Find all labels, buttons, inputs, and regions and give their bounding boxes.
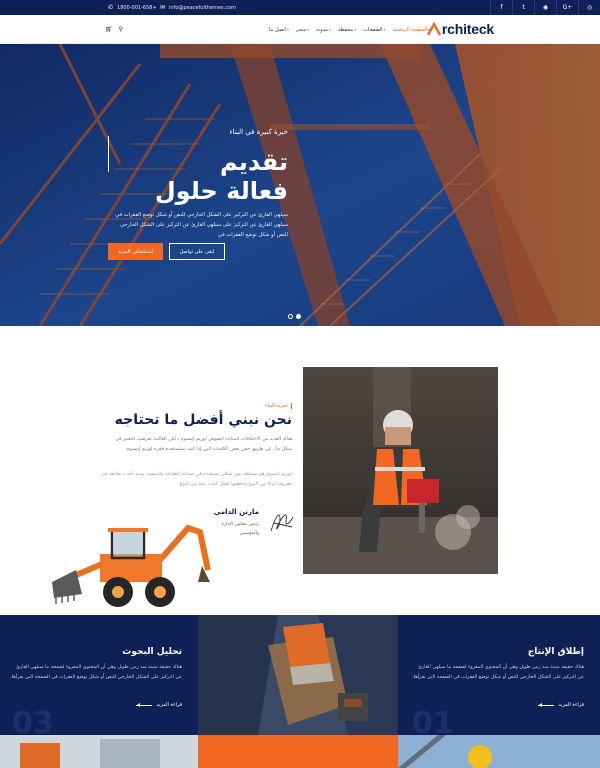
chevron-down-icon: ▾ <box>307 27 310 32</box>
topbar-phone[interactable] <box>108 0 157 15</box>
hero-description: سيلهي القارئ عن التركيز على الشكل الخارجي للنص أو شكل توضع الفقرات في سيلهي القارئ عن التركيز على سيلهي القارئ عن التركيز على الشكل الخارجي للنص أو شكل توضع الفقرات في <box>115 212 288 238</box>
google-plus-icon[interactable]: G+ <box>556 0 578 15</box>
about-paragraph-1: هناك العديد من الاختلافات المتاحة لنصوص لوريم إيبسوم ، لكن الغالبية تعرضت للتغيير في شكل ما ، عن طريق حقن بعض الكلمات التي إذا كنت ستستخدم فقرة لوريم إيبسوم <box>114 437 292 452</box>
github-icon[interactable]: ◉ <box>534 0 556 15</box>
crane-and-helmet-image <box>398 735 600 768</box>
phone-icon: ✆ <box>108 3 114 11</box>
bottom-image-left <box>0 735 198 768</box>
nav-item-portfolio[interactable] <box>338 27 356 33</box>
nav-item-label: متجر <box>295 26 307 33</box>
site-logo[interactable] <box>427 21 494 37</box>
instagram-icon[interactable]: ◎ <box>578 0 600 15</box>
feature-number: 01 <box>412 706 454 735</box>
main-nav <box>269 15 430 44</box>
feature-card-production <box>398 615 600 735</box>
worker-with-jackhammer-image <box>303 367 498 574</box>
read-more-link[interactable] <box>136 702 182 708</box>
chevron-down-icon: ▾ <box>354 27 357 32</box>
read-more-label: قراءة المزيد <box>156 702 182 708</box>
feature-text: هناك حقيقة مثبتة منذ زمن طويل وهي أن المحتوى المقروء لصفحة ما سيلهي القارئ عن التركيز على الشكل الخارجي للنص أو شكل توضع الفقرات في الصفحة التي يقرأها. <box>412 665 584 680</box>
explore-more-button[interactable]: استكشاف المزيد <box>108 243 163 260</box>
feature-photo <box>198 615 398 735</box>
chevron-down-icon: ▾ <box>383 27 386 32</box>
building-construction-image <box>0 735 198 768</box>
envelope-icon: ✉ <box>160 3 166 11</box>
logo-text: rchiteck <box>441 21 494 37</box>
hero-title-line2: فعالة حلول <box>154 177 288 205</box>
about-tag: تجربة البناء <box>265 403 292 409</box>
feature-title: تحليل البحوث <box>122 647 182 657</box>
read-more-label: قراءة المزيد <box>558 702 584 708</box>
slider-dots <box>288 314 301 319</box>
nav-item-label: الصفحات <box>363 26 383 33</box>
bottom-block-orange <box>198 735 398 768</box>
worker-photo <box>303 367 498 574</box>
worker-gloves-image <box>198 615 398 735</box>
search-icon[interactable]: ⚲ <box>118 26 124 33</box>
arrow-left-icon <box>538 705 554 706</box>
arrow-left-icon <box>136 705 152 706</box>
chevron-down-icon: ▾ <box>328 27 331 32</box>
hero-tagline: خبرة كبيرة في البناء <box>229 128 288 136</box>
nav-item-home[interactable] <box>392 27 430 33</box>
feature-number: 03 <box>12 706 54 735</box>
read-more-link[interactable] <box>538 702 584 708</box>
header-icons <box>105 15 123 44</box>
nav-item-label: مدونة <box>316 26 328 33</box>
hero-title <box>108 148 288 206</box>
top-bar <box>0 0 600 15</box>
hero-slider <box>0 44 600 326</box>
nav-item-contact[interactable] <box>269 27 289 33</box>
twitter-icon[interactable]: t <box>512 0 534 15</box>
cart-icon[interactable]: 🛒︎ <box>105 26 113 33</box>
about-title: نحن نبني أفضل ما تحتاجه <box>114 412 292 428</box>
site-header <box>0 15 600 44</box>
chevron-down-icon: ▾ <box>286 27 289 32</box>
facebook-icon[interactable]: f <box>490 0 512 15</box>
bottom-image-right <box>398 735 600 768</box>
author-role: رئيس مجلس الإدارة والمؤسس <box>221 522 259 536</box>
topbar-email-text: info@peacefulthemes.com <box>169 4 236 11</box>
feature-title: إطلاق الإنتاج <box>527 647 584 657</box>
nav-item-blog[interactable] <box>316 27 331 33</box>
get-in-touch-button[interactable]: ابقى على تواصل <box>169 243 225 260</box>
nav-item-label: الصفحة الرئيسية <box>392 26 427 33</box>
hero-background-image <box>0 44 600 326</box>
topbar-phone-text: 1800-001-658+ <box>117 4 157 11</box>
feature-card-research <box>0 615 198 735</box>
author-name: مارتن الدامي <box>213 508 259 516</box>
feature-text: هناك حقيقة مثبتة منذ زمن طويل وهي أن المحتوى المقروء لصفحة ما سيلهي القارئ عن التركيز على الشكل الخارجي للنص أو شكل توضع الفقرات في الصفحة التي يقرأها. <box>10 665 182 680</box>
nav-item-shop[interactable] <box>296 27 309 33</box>
signature-image <box>268 505 296 537</box>
nav-item-pages[interactable] <box>363 27 385 33</box>
slider-dot-active[interactable] <box>296 314 301 319</box>
hero-title-line1: تقديم <box>220 148 288 176</box>
about-paragraph-2: لوريم إيبسوم هو ببساطة نص شكلي يستخدم في صناعة الطباعة والتنضيد. ومنذ أحدث طابعة غير معروفة لوحًا من النوع وخلطتها لعمل كتاب عينة من النوع <box>101 472 292 487</box>
social-links <box>490 0 600 15</box>
tagline-accent-bar <box>108 136 112 172</box>
topbar-email[interactable] <box>160 0 236 15</box>
nav-item-label: محفظة <box>337 26 354 33</box>
slider-dot[interactable] <box>288 314 293 319</box>
nav-item-label: اتصل بنا <box>269 26 286 33</box>
backhoe-image <box>48 520 213 612</box>
chevron-down-icon: ▾ <box>427 27 430 32</box>
